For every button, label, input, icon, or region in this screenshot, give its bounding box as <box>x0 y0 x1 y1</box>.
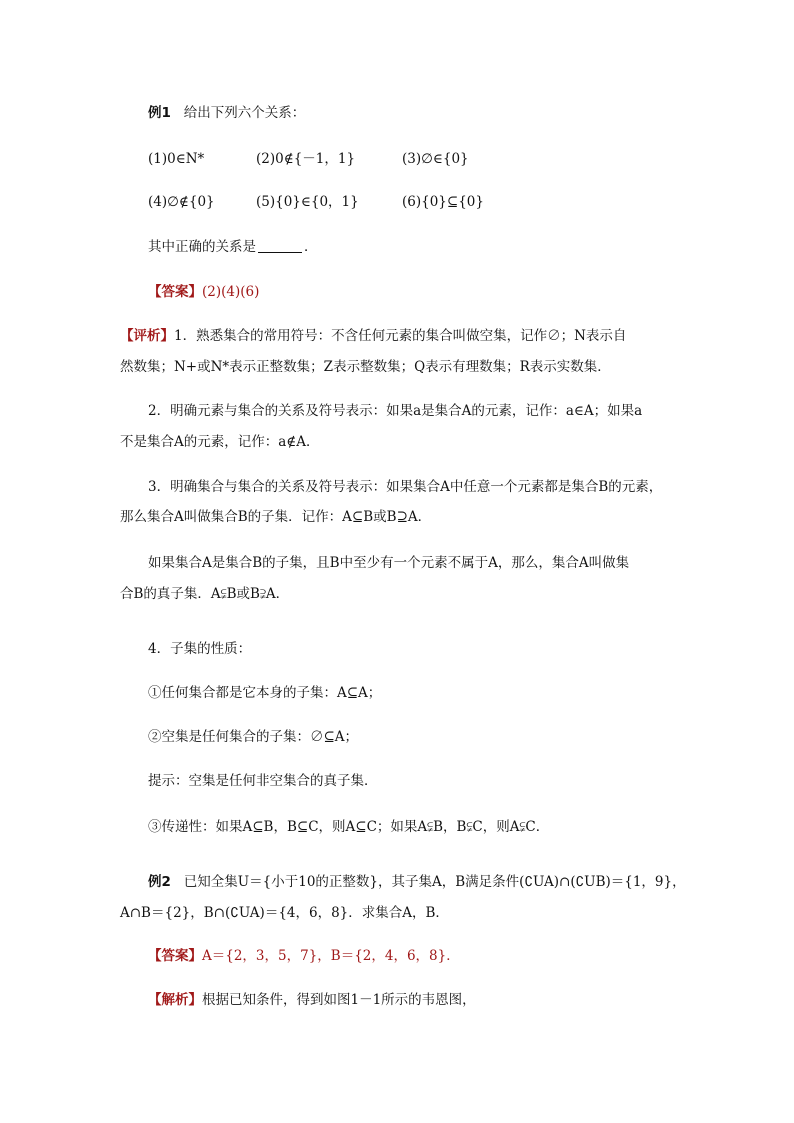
analysis-label: 【评析】 <box>120 328 174 344</box>
analysis-line-5: 3．明确集合与集合的关系及符号表示：如果集合A中任意一个元素都是集合B的元素， <box>148 479 663 495</box>
answer-label: 【答案】 <box>148 948 202 964</box>
question-text: 其中正确的关系是 <box>148 239 256 255</box>
analysis-line-4: 不是集合A的元素，记作：a∉A． <box>120 434 320 450</box>
analysis-line-13: ③传递性：如果A⊆B，B⊆C，则A⊆C；如果A⫋B，B⫋C，则A⫋C． <box>148 819 550 835</box>
answer-line <box>148 282 259 302</box>
relation-1: (1)0∈N* <box>148 151 205 167</box>
analysis-line-9: 4．子集的性质： <box>148 641 252 657</box>
relation-6: (6){0}⊆{0} <box>402 194 484 210</box>
analysis-line-1 <box>120 326 626 346</box>
analysis-line-10: ①任何集合都是它本身的子集：A⊆A； <box>148 685 382 701</box>
analysis-line-6: 那么集合A叫做集合B的子集．记作：A⊆B或B⊇A． <box>120 509 432 525</box>
answer-value: A＝{2，3，5，7}，B＝{2，4，6，8}． <box>202 948 460 964</box>
analysis-line-12: 提示：空集是任何非空集合的真子集． <box>148 773 378 789</box>
example-2-line-1 <box>148 872 686 892</box>
example-intro: 给出下列六个关系： <box>183 105 306 121</box>
answer-blank <box>258 238 302 253</box>
question <box>148 237 318 257</box>
relation-5: (5){0}∈{0，1} <box>256 194 359 210</box>
relation-3: (3)∅∈{0} <box>402 151 469 167</box>
analysis-line-3: 2．明确元素与集合的关系及符号表示：如果a是集合A的元素，记作：a∈A；如果a <box>148 403 643 419</box>
relation-4: (4)∅∉{0} <box>148 194 215 210</box>
example-2-answer <box>148 946 460 966</box>
example-2-line-2: A∩B＝{2}，B∩(∁UA)＝{4，6，8}．求集合A，B． <box>120 905 449 921</box>
example-label: 例2 <box>148 874 171 890</box>
answer-label: 【答案】 <box>148 284 202 300</box>
analysis-label: 【解析】 <box>148 992 202 1008</box>
example-2-text-1: 已知全集U＝{小于10的正整数}，其子集A，B满足条件(∁UA)∩(∁UB)＝{1，9}， <box>183 874 686 890</box>
answer-value: (2)(4)(6) <box>202 284 260 300</box>
question-end: ． <box>304 239 318 255</box>
example-2-analysis <box>148 990 476 1010</box>
analysis-line-8: 合B的真子集．A⫋B或B⫌A． <box>120 586 290 602</box>
example-label: 例1 <box>148 105 171 121</box>
analysis-line-7: 如果集合A是集合B的子集，且B中至少有一个元素不属于A，那么，集合A叫做集 <box>148 555 630 571</box>
example-1-heading <box>148 103 305 123</box>
analysis-text: 1．熟悉集合的常用符号：不含任何元素的集合叫做空集，记作∅；N表示自 <box>174 328 627 344</box>
analysis-line-2: 然数集；N+或N*表示正整数集；Z表示整数集；Q表示有理数集；R表示实数集． <box>120 359 611 375</box>
relation-2: (2)0∉{－1，1} <box>256 151 356 167</box>
analysis-line-11: ②空集是任何集合的子集：∅⊆A； <box>148 729 359 745</box>
analysis-text: 根据已知条件，得到如图1－1所示的韦恩图， <box>202 992 476 1008</box>
